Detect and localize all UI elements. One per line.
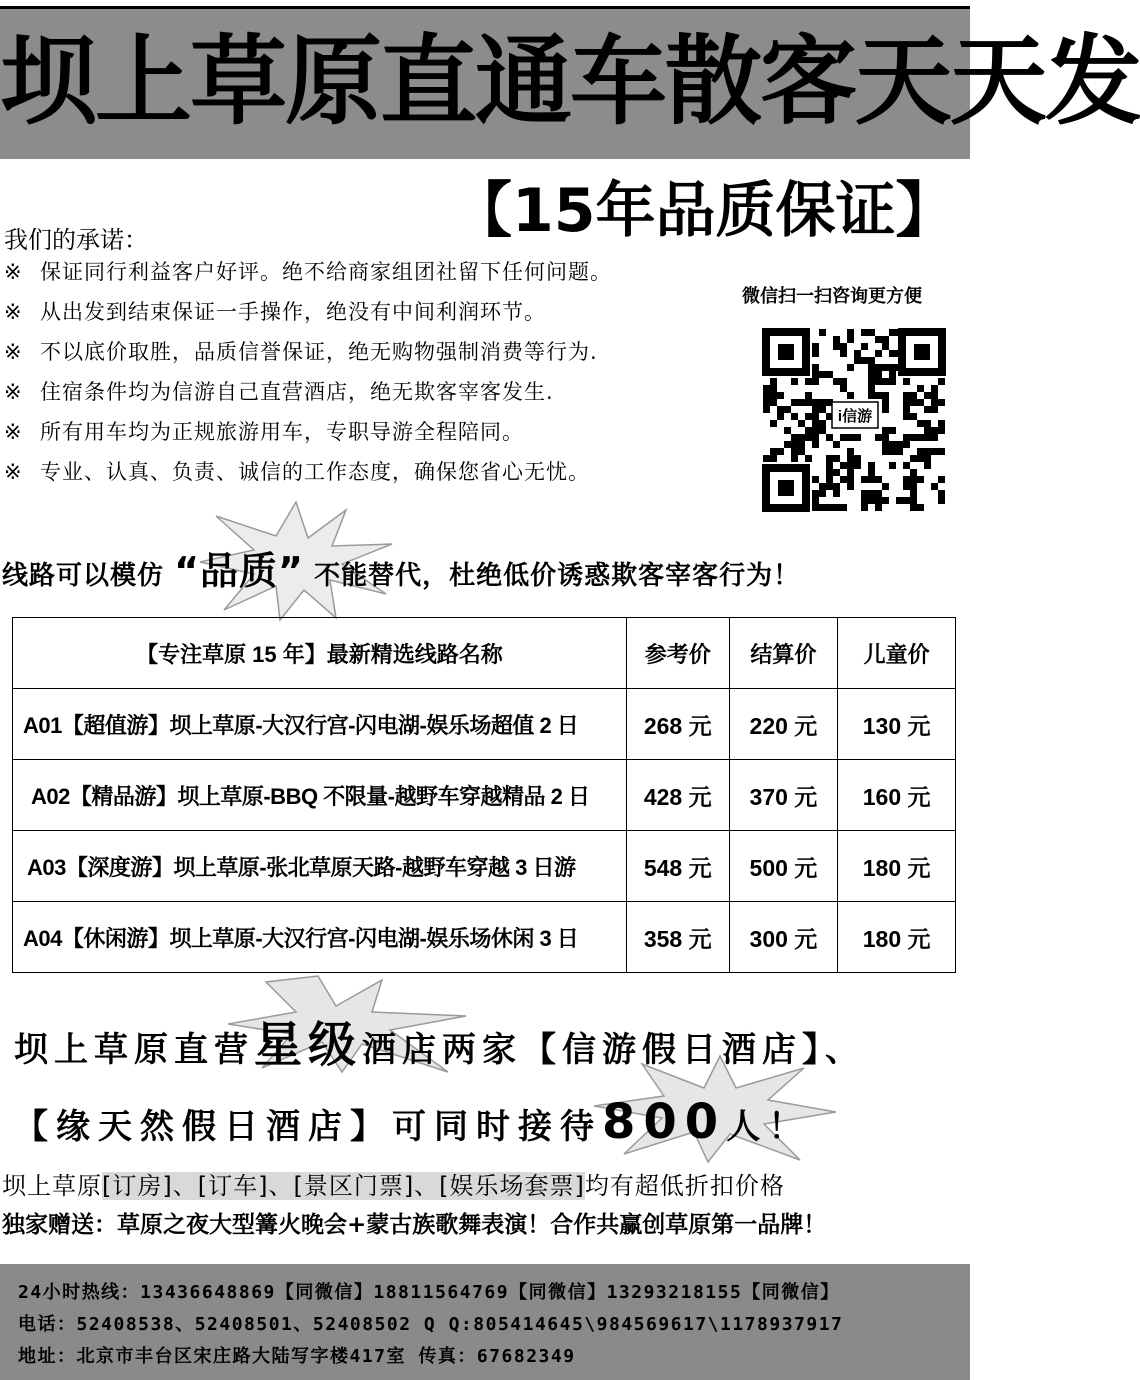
column-header-route: 【专注草原 15 年】最新精选线路名称 xyxy=(13,618,627,689)
promise-item xyxy=(4,336,612,376)
promise-text: 保证同行利益客户好评。绝不给商家组团社留下任何问题。 xyxy=(40,260,612,284)
promise-heading: 我们的承诺： xyxy=(4,226,148,254)
promise-text: 住宿条件均为信游自己直营酒店，绝无欺客宰客发生. xyxy=(40,380,554,404)
discount-line xyxy=(2,1166,785,1201)
column-header-child-price: 儿童价 xyxy=(838,618,956,689)
hotline: 24小时热线：13436648869【同微信】18811564769【同微信】13293218155【同微信】 xyxy=(18,1282,840,1303)
promise-list xyxy=(4,256,612,496)
reference-price: 268 元 xyxy=(626,689,729,760)
promise-item xyxy=(4,296,612,336)
reference-price: 358 元 xyxy=(626,902,729,973)
child-price: 130 元 xyxy=(838,689,956,760)
table-row xyxy=(13,689,956,760)
route-name: A01【超值游】坝上草原-大汉行宫-闪电湖-娱乐场超值 2 日 xyxy=(13,689,627,760)
reference-price: 548 元 xyxy=(626,831,729,902)
capacity-number: 800 xyxy=(602,1094,727,1150)
promise-item xyxy=(4,376,612,416)
promise-text: 所有用车均为正规旅游用车，专职导游全程陪同。 xyxy=(40,420,524,444)
hotel-line-2 xyxy=(14,1094,810,1150)
settlement-price: 220 元 xyxy=(729,689,838,760)
promise-item xyxy=(4,456,612,496)
hotel-line-1-b: 酒店两家【信游假日酒店】、 xyxy=(362,1030,866,1070)
hotel-line-1-a: 坝上草原直营 xyxy=(14,1030,254,1070)
tagline-quality: “品质” xyxy=(174,549,305,593)
qr-logo-text: i信游 xyxy=(837,408,873,425)
table-row xyxy=(13,831,956,902)
reference-mark-icon: ※ xyxy=(4,300,23,324)
star-rating-text: 星级 xyxy=(254,1017,363,1073)
hotel-line-2-b: 人！ xyxy=(726,1107,811,1147)
discount-prefix: 坝上草原 xyxy=(2,1172,102,1200)
child-price: 180 元 xyxy=(838,831,956,902)
route-name: A02【精品游】坝上草原-BBQ 不限量-越野车穿越精品 2 日 xyxy=(13,760,627,831)
promise-text: 专业、认真、负责、诚信的工作态度，确保您省心无忧。 xyxy=(40,460,590,484)
header-banner xyxy=(0,6,1140,159)
reference-price: 428 元 xyxy=(626,760,729,831)
routes-table xyxy=(12,617,956,973)
promise-item xyxy=(4,256,612,296)
route-name: A03【深度游】坝上草原-张北草原天路-越野车穿越 3 日游 xyxy=(13,831,627,902)
footer-contact xyxy=(0,1264,970,1380)
reference-mark-icon: ※ xyxy=(4,340,23,364)
reference-mark-icon: ※ xyxy=(4,260,23,284)
discount-suffix: 均有超低折扣价格 xyxy=(584,1172,785,1200)
reference-mark-icon: ※ xyxy=(4,420,23,444)
address-fax: 地址：北京市丰台区宋庄路大陆写字楼417室 传真：67682349 xyxy=(18,1346,576,1367)
reference-mark-icon: ※ xyxy=(4,380,23,404)
column-header-reference-price: 参考价 xyxy=(626,618,729,689)
column-header-settlement-price: 结算价 xyxy=(729,618,838,689)
promise-text: 从出发到结束保证一手操作，绝没有中间利润环节。 xyxy=(40,300,546,324)
route-name: A04【休闲游】坝上草原-大汉行宫-闪电湖-娱乐场休闲 3 日 xyxy=(13,902,627,973)
promise-text: 不以底价取胜，品质信誉保证，绝无购物强制消费等行为. xyxy=(40,340,598,364)
promise-item xyxy=(4,416,612,456)
child-price: 160 元 xyxy=(838,760,956,831)
reference-mark-icon: ※ xyxy=(4,460,23,484)
gift-line: 独家赠送：草原之夜大型篝火晚会+蒙古族歌舞表演！合作共赢创草原第一品牌！ xyxy=(2,1212,827,1238)
tagline xyxy=(2,540,800,595)
quality-badge: 【15年品质保证】 xyxy=(452,176,956,246)
phone-qq: 电话：52408538、52408501、52408502 Q Q:805414645\984569617\1178937917 xyxy=(18,1314,844,1335)
wechat-qr-code[interactable] xyxy=(760,326,948,514)
settlement-price: 500 元 xyxy=(729,831,838,902)
table-header-row xyxy=(13,618,956,689)
settlement-price: 370 元 xyxy=(729,760,838,831)
page-title: 坝上草原直通车散客天天发 xyxy=(0,25,1140,138)
table-row xyxy=(13,902,956,973)
qr-caption: 微信扫一扫咨询更方便 xyxy=(742,286,922,307)
table-row xyxy=(13,760,956,831)
settlement-price: 300 元 xyxy=(729,902,838,973)
tagline-before: 线路可以模仿 xyxy=(2,561,165,591)
hotel-line-1 xyxy=(14,1006,865,1075)
hotel-line-2-a: 【缘天然假日酒店】可同时接待 xyxy=(14,1107,602,1147)
discount-items: [订房]、[订车]、[景区门票]、[娱乐场套票] xyxy=(102,1172,585,1200)
tagline-after: 不能替代，杜绝低价诱惑欺客宰客行为！ xyxy=(314,561,801,591)
child-price: 180 元 xyxy=(838,902,956,973)
